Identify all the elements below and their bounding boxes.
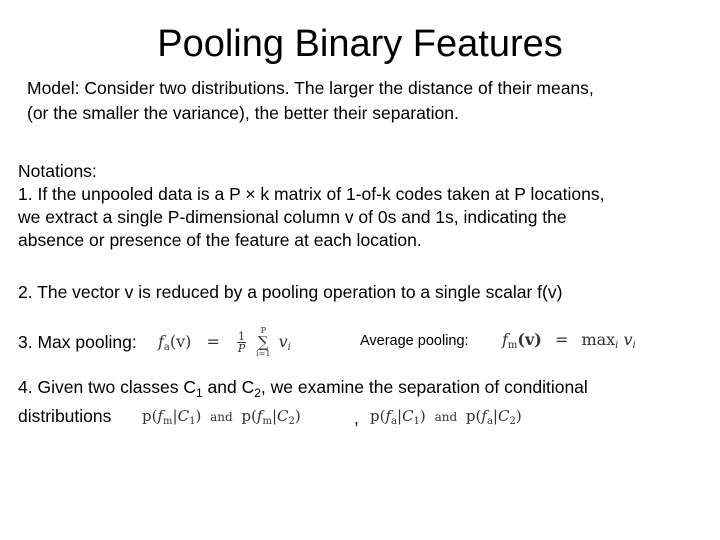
formula-sub-m: m	[262, 416, 272, 427]
formula-f: f	[157, 407, 164, 425]
sum-lower: i=1	[256, 349, 271, 358]
formula-f: f	[502, 330, 508, 349]
item4-sub-1: 1	[195, 386, 203, 400]
p-close: )	[419, 407, 426, 425]
and-word: and	[434, 410, 458, 424]
notations-heading: Notations:	[18, 161, 97, 181]
formula-C: C	[402, 407, 414, 425]
formula-sub-2: 2	[509, 416, 516, 427]
formula-sub-a: a	[163, 342, 170, 353]
item1-line-3: absence or presence of the feature at each location.	[18, 230, 422, 250]
formula-sub-a: a	[486, 416, 493, 427]
p-close: )	[515, 407, 522, 425]
formula-sub-i: i	[287, 342, 291, 353]
bar: |	[172, 407, 178, 425]
item3-row	[18, 326, 708, 359]
model-line-1: Model: Consider two distributions. The larger the distance of their means,	[27, 78, 594, 98]
average-pooling-label: Average pooling:	[360, 333, 469, 349]
formula-arg: (v)	[169, 332, 192, 351]
item2-text: 2. The vector v is reduced by a pooling operation to a single scalar f(v)	[18, 282, 563, 302]
fraction-denominator: P	[237, 342, 246, 355]
formula-sub-i: i	[632, 340, 636, 351]
model-paragraph	[27, 76, 707, 126]
p-open: p(	[142, 407, 158, 425]
item4-suffix: , we examine the separation of conditional	[260, 377, 588, 397]
average-pooling-formula	[158, 327, 291, 359]
item1-line-1: 1. If the unpooled data is a P × k matrix of 1-of-k codes taken at P locations,	[18, 184, 605, 204]
formula-f: f	[158, 332, 164, 351]
distributions-label: distributions	[18, 406, 112, 426]
sigma-symbol: ∑	[257, 333, 269, 351]
formula-equals: =	[206, 332, 220, 351]
p-close: )	[195, 407, 202, 425]
bar: |	[397, 407, 403, 425]
formula-f: f	[385, 407, 392, 425]
p-close: )	[294, 407, 301, 425]
and-word: and	[210, 410, 233, 424]
item4-sub-2: 2	[254, 386, 261, 400]
bar: |	[271, 407, 278, 425]
formula-f: f	[481, 407, 487, 425]
notations-block	[18, 160, 708, 252]
formula-max: max	[581, 330, 616, 349]
item1-line-2: we extract a single P-dimensional column v of 0s and 1s, indicating the	[18, 207, 567, 227]
formula-f: f	[256, 407, 263, 425]
formula-sub-m: m	[507, 340, 518, 351]
slide-title: Pooling Binary Features	[157, 23, 563, 65]
formula-sub-1: 1	[189, 416, 196, 427]
p-open: p(	[241, 407, 257, 425]
sum-upper: P	[260, 326, 266, 335]
formula-sub-i: i	[615, 340, 619, 351]
sum-operator	[256, 327, 270, 358]
item4-line-1	[18, 376, 708, 405]
item4-mid: and C	[202, 377, 255, 397]
formula-equals: =	[554, 330, 569, 349]
item4-block	[18, 376, 708, 431]
fraction	[237, 331, 246, 354]
formula-C: C	[277, 407, 289, 425]
max-conditional-formulas	[142, 405, 301, 433]
item4-prefix: 4. Given two classes C	[18, 377, 196, 397]
formula-sub-m: m	[163, 416, 173, 427]
formula-C: C	[497, 407, 510, 425]
max-pooling-formula	[502, 328, 636, 357]
formula-v: v	[278, 332, 288, 351]
formula-sub-a: a	[391, 416, 397, 427]
fraction-numerator: 1	[238, 330, 246, 343]
bar: |	[492, 407, 498, 425]
max-pooling-label: 3. Max pooling:	[18, 332, 137, 352]
formula-C: C	[177, 407, 190, 425]
formula-v: v	[623, 330, 633, 349]
item4-line-2	[18, 405, 708, 431]
comma: ,	[354, 408, 359, 428]
avg-conditional-formulas	[370, 405, 522, 433]
formula-sub-2: 2	[288, 416, 295, 427]
formula-sub-1: 1	[413, 416, 420, 427]
p-open: p(	[465, 407, 482, 425]
model-line-2: (or the smaller the variance), the better their separation.	[27, 103, 459, 123]
p-open: p(	[370, 407, 386, 425]
formula-arg-bold: (v)	[517, 330, 542, 349]
